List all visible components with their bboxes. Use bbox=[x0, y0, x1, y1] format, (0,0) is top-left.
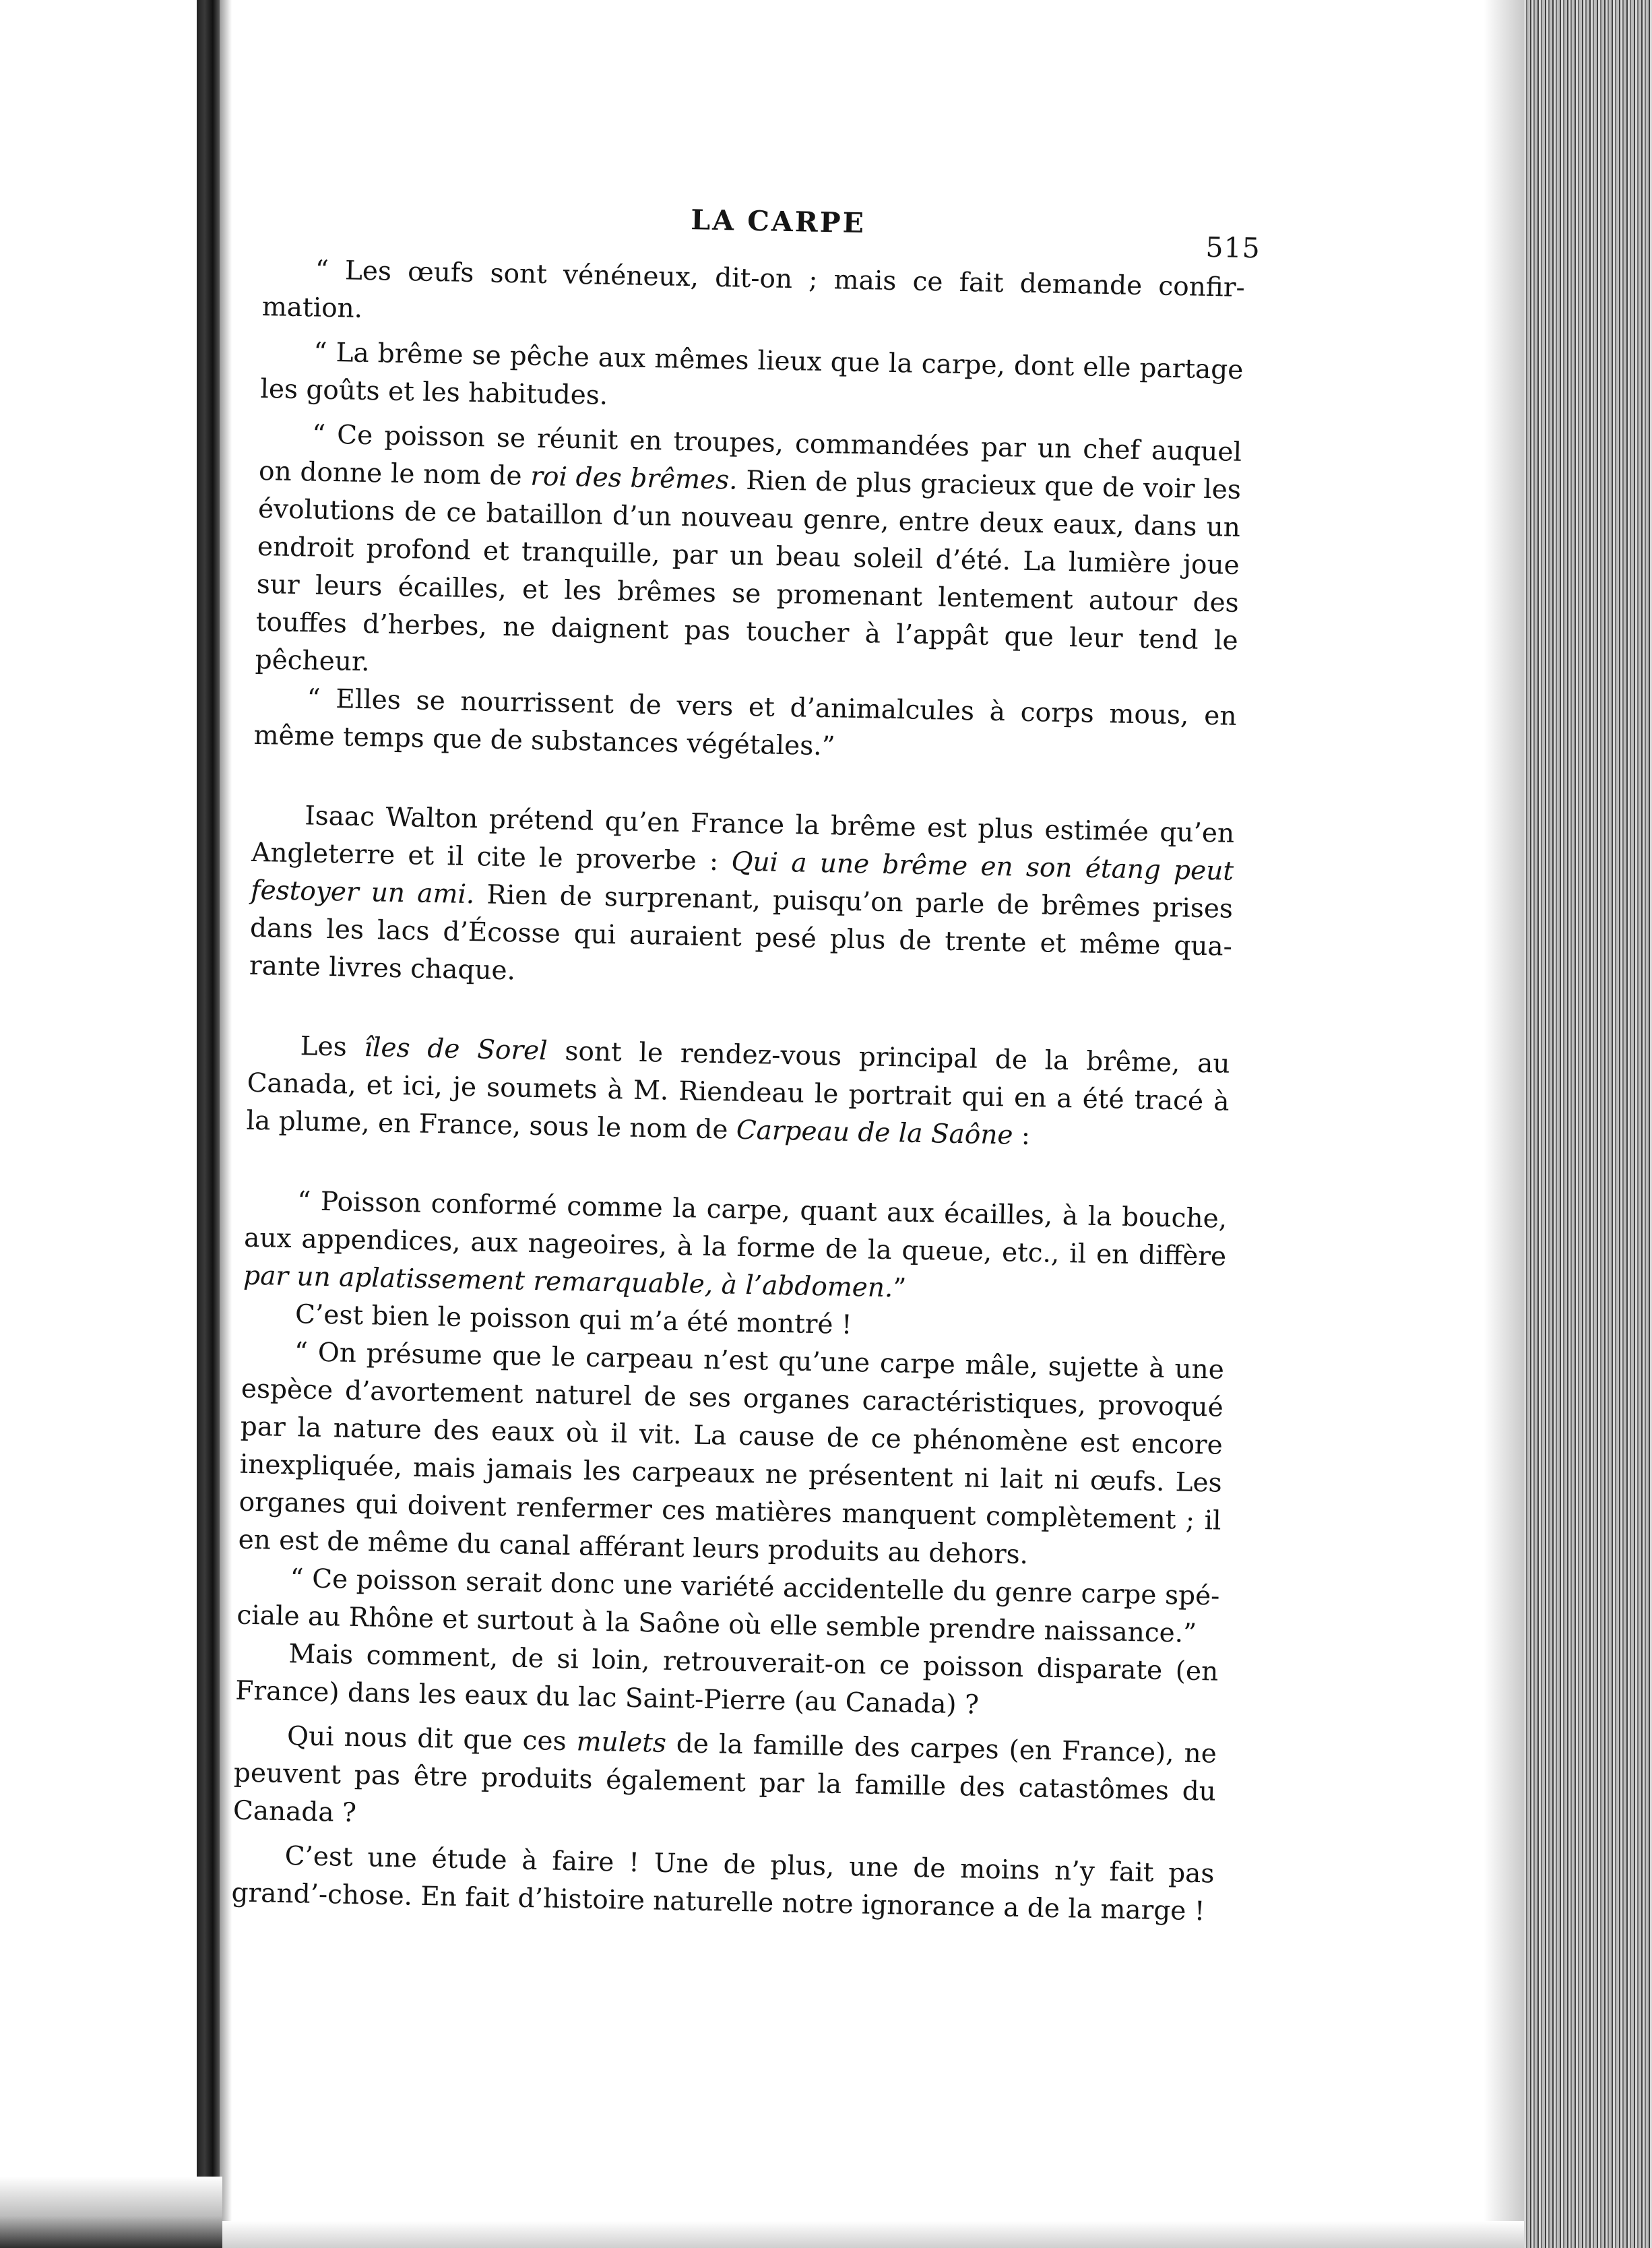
gutter-shadow bbox=[220, 0, 232, 2248]
running-head-title: LA CARPE bbox=[690, 204, 866, 240]
paragraph bbox=[261, 251, 1245, 345]
italic-text: par un aplatissement remarquable, à l’abdomen. bbox=[243, 1260, 893, 1304]
page-number: 515 bbox=[1205, 230, 1261, 265]
page-curl bbox=[0, 2177, 222, 2248]
italic-text: îles de Sorel bbox=[364, 1032, 548, 1067]
text-segment: Qui nous dit que ces bbox=[286, 1721, 577, 1757]
paragraph bbox=[238, 1333, 1224, 1578]
text-segment: Mais comment, de si loin, retrouverait-on ce poisson disparate (en France) dans les eaux du lac Saint-Pierre (au Canada) ? bbox=[234, 1639, 1219, 1720]
left-page-edge bbox=[0, 0, 202, 2248]
text-segment: “ Elles se nourrissent de vers et d’animalcules à corps mous, en même temps que de substances végétales.” bbox=[253, 683, 1237, 762]
text-segment: “ Ce poisson serait donc une variété accidentelle du genre carpe spé-ciale au Rhône et surtout à la Saône où elle semble prendre naissance.” bbox=[236, 1563, 1220, 1649]
text-segment: C’est une étude à faire ! Une de plus, une de moins n’y fait pas grand’-chose. En fait d’histoire naturelle notre ignorance a de la marge ! bbox=[231, 1841, 1215, 1927]
paragraph bbox=[246, 1027, 1230, 1159]
text-segment: Rien de surprenant, puisqu’on parle de brêmes prises dans les lacs d’Écosse qui auraient pesé plus de trente et même qua-rante livres chaque. bbox=[249, 879, 1234, 987]
text-segment: de la famille des carpes (en France), ne peuvent pas être produits également par la famille des catastômes du Canada ? bbox=[232, 1728, 1217, 1829]
paragraph bbox=[255, 415, 1242, 698]
bottom-page-edge bbox=[222, 2221, 1524, 2248]
book-page bbox=[231, 195, 1261, 1927]
paragraph bbox=[232, 1717, 1217, 1849]
text-segment: Les bbox=[300, 1031, 364, 1063]
text-segment: “ On présume que le carpeau n’est qu’une carpe mâle, sujette à une espèce d’avortement naturel de ses organes caractéristiques, provoqué par la nature des eaux où il vit. La cause de ce phénomène est encore inexpliquée, mais jamais les carpeaux ne présentent ni lait ni œufs. Les organes qui doivent renfermer ces matières manquent complètement ; il en est de même du canal afférant leurs produits au dehors. bbox=[238, 1337, 1225, 1571]
paragraph bbox=[260, 333, 1244, 427]
book-fore-edge bbox=[1524, 0, 1652, 2248]
text-segment: ” bbox=[892, 1273, 907, 1304]
text-segment: sont le rendez-vous principal de la brême, au Canada, et ici, je soumets à M. Riendeau le portrait qui en a été tracé à la plume, en France, sous le nom de bbox=[246, 1036, 1230, 1146]
paragraph bbox=[243, 1182, 1228, 1314]
italic-text: Qui a une brême en son étang peut festoyer un ami. bbox=[250, 846, 1234, 910]
text-segment: “ La brême se pêche aux mêmes lieux que la carpe, dont elle partage les goûts et les habitudes. bbox=[260, 337, 1244, 411]
right-edge-shadow bbox=[1484, 0, 1524, 2248]
text-segment: C’est bien le poisson qui m’a été montré ! bbox=[294, 1299, 853, 1341]
italic-text: mulets bbox=[576, 1726, 667, 1759]
paragraph bbox=[231, 1837, 1215, 1931]
text-segment: Isaac Walton prétend qu’en France la brême est plus estimée qu’en Angleterre et il cite le proverbe : bbox=[251, 801, 1235, 877]
italic-text: roi des brêmes. bbox=[530, 461, 738, 496]
text-segment: : bbox=[1013, 1120, 1031, 1152]
paragraph bbox=[249, 797, 1235, 1004]
running-head bbox=[263, 195, 1261, 265]
body-text bbox=[231, 251, 1245, 1931]
book-gutter bbox=[197, 0, 220, 2248]
text-segment: Rien de plus gracieux que de voir les évolutions de ce bataillon d’un nouveau genre, entre deux eaux, dans un endroit profond et tranquille, par un beau soleil d’été. La lumière joue sur leurs écailles, et les brêmes se promenant lentement autour des touffes d’herbes, ne daignent pas toucher à l’appât que leur tend le pêcheur. bbox=[255, 465, 1242, 678]
text-segment: “ Poisson conformé comme la carpe, quant aux écailles, à la bouche, aux appendices, aux nageoires, à la forme de la queue, etc., il en diffère bbox=[243, 1186, 1228, 1272]
text-segment: “ Ce poisson se réunit en troupes, commandées par un chef auquel on donne le nom de bbox=[258, 419, 1242, 492]
italic-text: Carpeau de la Saône bbox=[736, 1115, 1013, 1151]
text-segment: “ Les œufs sont vénéneux, dit-on ; mais ce fait demande confir-mation. bbox=[261, 255, 1246, 324]
